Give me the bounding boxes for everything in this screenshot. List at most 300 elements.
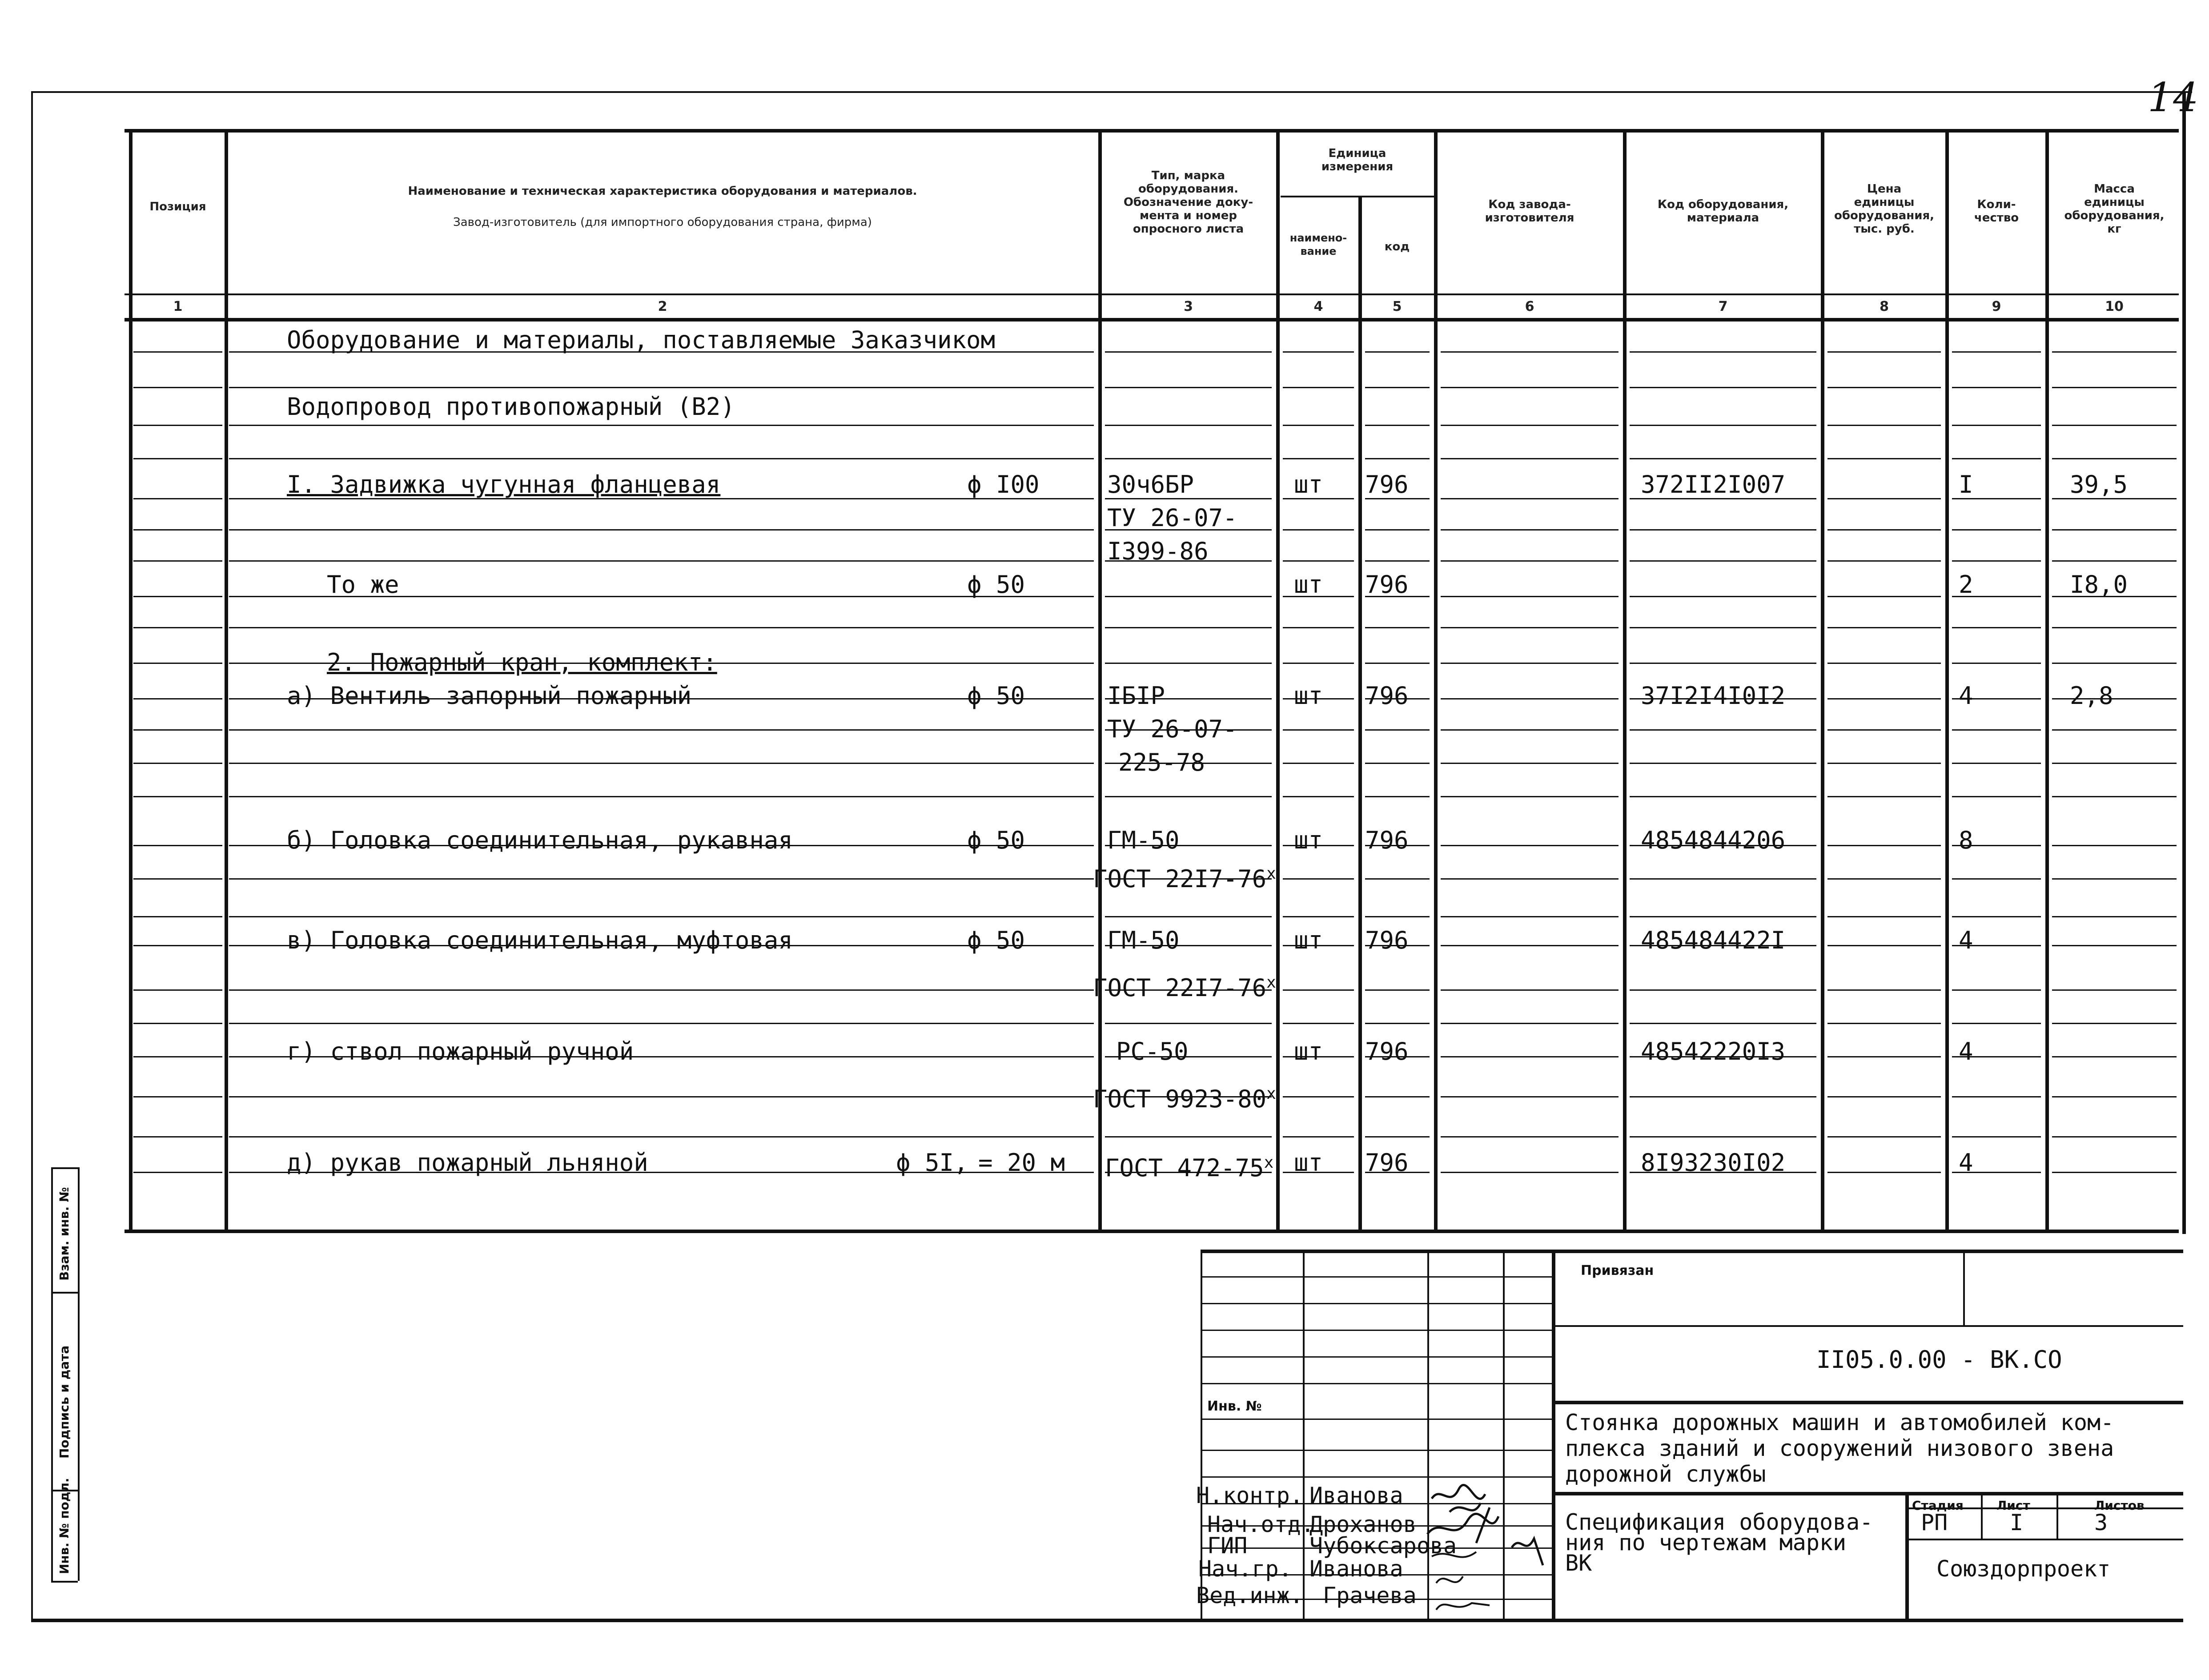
role-ved-inzh: Вед.инж. bbox=[1196, 1583, 1303, 1608]
row-rule bbox=[1441, 916, 1619, 917]
row-rule bbox=[1283, 796, 1354, 797]
row-rule bbox=[1827, 845, 1941, 846]
row-rule bbox=[1283, 916, 1354, 917]
row-rule bbox=[1441, 1172, 1619, 1173]
row-rule bbox=[1283, 1096, 1354, 1097]
row4-diameter: ϕ 50 bbox=[967, 826, 1025, 854]
titleblock-v8 bbox=[2056, 1492, 2058, 1539]
row-rule bbox=[133, 1172, 222, 1173]
row-rule bbox=[2052, 1136, 2177, 1137]
row-rule bbox=[2052, 845, 2177, 846]
row-rule bbox=[229, 560, 1094, 562]
page-number: 14 bbox=[2148, 74, 2199, 121]
row-rule bbox=[1630, 1096, 1816, 1097]
row-rule bbox=[2052, 763, 2177, 764]
name-nach-otd: Дроханов bbox=[1309, 1511, 1417, 1537]
row-rule bbox=[1441, 845, 1619, 846]
row-rule bbox=[2052, 1172, 2177, 1173]
row-rule bbox=[1827, 351, 1941, 353]
row-rule bbox=[1283, 1023, 1354, 1024]
row6-equipment-code: 48542220I3 bbox=[1641, 1037, 1786, 1065]
header-name-line1: Наименование и техническая характеристика оборудования и материалов. bbox=[408, 185, 917, 198]
side-stamp-sep-1 bbox=[51, 1292, 78, 1294]
row-rule bbox=[1365, 387, 1430, 388]
row3-code: 796 bbox=[1365, 682, 1409, 710]
row-rule bbox=[1827, 916, 1941, 917]
frame-left bbox=[31, 91, 33, 1619]
header-position: Позиция bbox=[149, 200, 206, 213]
row-rule bbox=[1105, 425, 1272, 426]
colnum-2: 2 bbox=[658, 299, 667, 314]
row-rule bbox=[1630, 425, 1816, 426]
row-rule bbox=[1827, 729, 1941, 731]
row-rule bbox=[1441, 989, 1619, 991]
row-rule bbox=[1827, 1023, 1941, 1024]
row-rule bbox=[1365, 763, 1430, 764]
row-rule bbox=[1283, 425, 1354, 426]
row-rule bbox=[1441, 763, 1619, 764]
row-rule bbox=[1630, 663, 1816, 664]
row5-equipment-code: 485484422I bbox=[1641, 926, 1786, 954]
row5-code: 796 bbox=[1365, 926, 1409, 954]
row3-type-3: 225-78 bbox=[1118, 748, 1205, 776]
titleblock-v7 bbox=[1981, 1492, 1983, 1539]
row-rule bbox=[1365, 1136, 1430, 1137]
row5-type-1: ГМ-50 bbox=[1107, 926, 1180, 954]
row4-name: б) Головка соединительная, рукавная bbox=[287, 826, 793, 854]
row-rule bbox=[1827, 1136, 1941, 1137]
titleblock-row-rule bbox=[1201, 1303, 1552, 1304]
row-rule bbox=[1441, 458, 1619, 459]
row-rule bbox=[133, 763, 222, 764]
col-line-2 bbox=[1098, 129, 1102, 1230]
row-rule bbox=[1365, 989, 1430, 991]
frame-right bbox=[2182, 91, 2186, 1234]
titleblock-h-e bbox=[1905, 1539, 2183, 1540]
col-line-6 bbox=[1623, 129, 1627, 1230]
row-rule bbox=[1441, 1056, 1619, 1057]
row-rule bbox=[1365, 663, 1430, 664]
row-rule bbox=[1630, 458, 1816, 459]
row-rule bbox=[2052, 729, 2177, 731]
row3-unit: шт bbox=[1294, 682, 1323, 710]
row-rule bbox=[133, 596, 222, 597]
colnum-4: 4 bbox=[1313, 299, 1323, 314]
titleblock-sheet: I bbox=[2010, 1510, 2024, 1535]
row-rule bbox=[2052, 529, 2177, 531]
row-rule bbox=[1952, 560, 2041, 562]
titleblock-sheet-title: Спецификация оборудова- ния по чертежам марки ВК bbox=[1565, 1509, 1873, 1576]
row3-equipment-code: 37I2I4I0I2 bbox=[1641, 682, 1786, 710]
row-rule bbox=[1365, 878, 1430, 880]
row-rule bbox=[1952, 458, 2041, 459]
row-rule bbox=[1827, 387, 1941, 388]
row-rule bbox=[1630, 763, 1816, 764]
titleblock-organization: Союздорпроект bbox=[1936, 1556, 2111, 1582]
colnum-8: 8 bbox=[1880, 299, 1889, 314]
row7-quantity: 4 bbox=[1959, 1149, 1973, 1177]
row-rule bbox=[133, 945, 222, 946]
side-stamp-line-2 bbox=[78, 1167, 80, 1581]
header-type: Тип, марка оборудования. Обозначение доку- мента и номер опросного листа bbox=[1123, 169, 1253, 236]
row-rule bbox=[133, 351, 222, 353]
row-rule bbox=[1827, 425, 1941, 426]
row-rule bbox=[133, 729, 222, 731]
row-rule bbox=[1283, 529, 1354, 531]
row-rule bbox=[1283, 627, 1354, 628]
row-rule bbox=[1630, 1023, 1816, 1024]
row-rule bbox=[133, 989, 222, 991]
row-rule bbox=[1365, 729, 1430, 731]
row-rule bbox=[1630, 1136, 1816, 1137]
row3-mass: 2,8 bbox=[2070, 682, 2113, 710]
row-rule bbox=[1827, 989, 1941, 991]
row-rule bbox=[2052, 989, 2177, 991]
titleblock-h-c bbox=[1552, 1492, 2183, 1495]
row-rule bbox=[229, 627, 1094, 628]
row-rule bbox=[1283, 387, 1354, 388]
row-rule bbox=[1630, 729, 1816, 731]
col-line-5 bbox=[1434, 129, 1438, 1230]
row-rule bbox=[1283, 729, 1354, 731]
header-bottom-line bbox=[125, 318, 2179, 322]
row-rule bbox=[1952, 916, 2041, 917]
titleblock-row-rule bbox=[1201, 1383, 1552, 1384]
col-line-9 bbox=[2045, 129, 2049, 1230]
row-rule bbox=[1441, 498, 1619, 499]
row-rule bbox=[2052, 387, 2177, 388]
titleblock-row-rule bbox=[1201, 1450, 1552, 1451]
row-rule bbox=[1630, 627, 1816, 628]
row4-equipment-code: 4854844206 bbox=[1641, 826, 1786, 854]
row-rule bbox=[229, 387, 1094, 388]
name-n-kontr: Иванова bbox=[1309, 1483, 1403, 1508]
row-rule bbox=[229, 916, 1094, 917]
row-rule bbox=[229, 529, 1094, 531]
titleblock-h-a bbox=[1552, 1325, 2183, 1327]
titleblock-v6 bbox=[1905, 1492, 1909, 1619]
colnum-9: 9 bbox=[1992, 299, 2001, 314]
col-line-7 bbox=[1821, 129, 1824, 1230]
row-rule bbox=[1952, 1023, 2041, 1024]
row1-type-3: I399-86 bbox=[1107, 537, 1209, 565]
row7-name: д) рукав пожарный льняной bbox=[287, 1149, 648, 1177]
row-rule bbox=[1441, 560, 1619, 562]
row1-type-1: 30ч6БР bbox=[1107, 470, 1194, 498]
row-rule bbox=[1827, 1056, 1941, 1057]
row-rule bbox=[1952, 529, 2041, 531]
row-rule bbox=[1827, 796, 1941, 797]
row-rule bbox=[2052, 425, 2177, 426]
header-name-line2: Завод-изготовитель (для импортного оборудования страна, фирма) bbox=[453, 216, 872, 229]
row-rule bbox=[133, 425, 222, 426]
titleblock-h-b bbox=[1552, 1401, 2183, 1404]
titleblock-stage-label: Стадия bbox=[1912, 1498, 1964, 1513]
col-line-4 bbox=[1358, 196, 1362, 1230]
row7-code: 796 bbox=[1365, 1149, 1409, 1177]
row-rule bbox=[1283, 878, 1354, 880]
row6-quantity: 4 bbox=[1959, 1037, 1973, 1065]
row-rule bbox=[133, 796, 222, 797]
row-rule bbox=[1827, 945, 1941, 946]
row-rule bbox=[133, 627, 222, 628]
side-stamp-line-1 bbox=[51, 1167, 53, 1581]
row-rule bbox=[1827, 627, 1941, 628]
header-factory-code: Код завода- изготовителя bbox=[1485, 198, 1574, 225]
row1-quantity: I bbox=[1959, 470, 1973, 498]
row7-diameter: ϕ 5I, bbox=[896, 1149, 968, 1177]
row-rule bbox=[1365, 458, 1430, 459]
row-rule bbox=[1283, 763, 1354, 764]
row-rule bbox=[1827, 663, 1941, 664]
row4-code: 796 bbox=[1365, 826, 1409, 854]
row-rule bbox=[1105, 458, 1272, 459]
row-rule bbox=[1827, 698, 1941, 699]
row-rule bbox=[2052, 351, 2177, 353]
row-rule bbox=[1105, 1136, 1272, 1137]
row-rule bbox=[229, 458, 1094, 459]
row-rule bbox=[1952, 878, 2041, 880]
row-rule bbox=[1630, 916, 1816, 917]
row-rule bbox=[2052, 663, 2177, 664]
row3-diameter: ϕ 50 bbox=[967, 682, 1025, 710]
row-rule bbox=[1827, 1096, 1941, 1097]
section-title-2: Водопровод противопожарный (В2) bbox=[287, 393, 735, 421]
row-rule bbox=[133, 1096, 222, 1097]
row2-mass: I8,0 bbox=[2070, 571, 2128, 599]
row-rule bbox=[1827, 1172, 1941, 1173]
header-equipment-code: Код оборудования, материала bbox=[1657, 198, 1789, 225]
colnum-7: 7 bbox=[1718, 299, 1728, 314]
row2-code: 796 bbox=[1365, 571, 1409, 599]
row3-name: а) Вентиль запорный пожарный bbox=[287, 682, 692, 710]
row-rule bbox=[1365, 529, 1430, 531]
row-rule bbox=[1441, 729, 1619, 731]
titleblock-sheet-label: Лист bbox=[1996, 1498, 2030, 1513]
row-rule bbox=[1441, 627, 1619, 628]
table-top-line bbox=[125, 129, 2179, 133]
titleblock-v1 bbox=[1303, 1250, 1305, 1619]
row-rule bbox=[1630, 387, 1816, 388]
row-rule bbox=[2052, 1023, 2177, 1024]
row-rule bbox=[1827, 596, 1941, 597]
row-rule bbox=[2052, 627, 2177, 628]
row5-quantity: 4 bbox=[1959, 926, 1973, 954]
row4-type-1: ГМ-50 bbox=[1107, 826, 1180, 854]
row-rule bbox=[1283, 989, 1354, 991]
row-rule bbox=[133, 1136, 222, 1137]
row-rule bbox=[1283, 351, 1354, 353]
row-rule bbox=[133, 663, 222, 664]
col-line-8 bbox=[1945, 129, 1949, 1230]
row-rule bbox=[133, 1056, 222, 1057]
titleblock-privyazan: Привязан bbox=[1581, 1263, 1654, 1278]
side-stamp-signature-date: Подпись и дата bbox=[57, 1345, 72, 1459]
name-ved-inzh: Грачева bbox=[1323, 1583, 1417, 1608]
header-unit-name: наимено- вание bbox=[1289, 232, 1347, 257]
row-rule bbox=[1105, 663, 1272, 664]
row7-equipment-code: 8I93230I02 bbox=[1641, 1149, 1786, 1177]
row-rule bbox=[2052, 945, 2177, 946]
row3-type-1: IБIР bbox=[1107, 682, 1165, 710]
row-rule bbox=[1365, 916, 1430, 917]
row-rule bbox=[1441, 878, 1619, 880]
row-rule bbox=[1441, 945, 1619, 946]
role-nach-otd: Нач.отд. bbox=[1207, 1511, 1314, 1537]
side-stamp-bottom bbox=[51, 1581, 78, 1583]
titleblock-v5 bbox=[1963, 1250, 1965, 1325]
col-line-1 bbox=[225, 129, 228, 1230]
colnum-5: 5 bbox=[1392, 299, 1402, 314]
row2-diameter: ϕ 50 bbox=[967, 571, 1025, 599]
row-rule bbox=[1827, 763, 1941, 764]
header-unit-code: код bbox=[1384, 240, 1410, 253]
row6-unit: шт bbox=[1294, 1037, 1323, 1065]
row-rule bbox=[1441, 529, 1619, 531]
row-rule bbox=[2052, 878, 2177, 880]
row-rule bbox=[133, 878, 222, 880]
row5-name: в) Головка соединительная, муфтовая bbox=[287, 926, 793, 954]
role-n-kontr: Н.контр. bbox=[1196, 1483, 1303, 1508]
row-rule bbox=[229, 989, 1094, 991]
row-rule bbox=[1441, 351, 1619, 353]
row-rule bbox=[1952, 425, 2041, 426]
row-rule bbox=[1441, 796, 1619, 797]
frame-top bbox=[31, 91, 2192, 93]
row3-quantity: 4 bbox=[1959, 682, 1973, 710]
signatures bbox=[1423, 1481, 1556, 1619]
row-rule bbox=[1827, 458, 1941, 459]
row-rule bbox=[229, 1023, 1094, 1024]
frame-bottom bbox=[31, 1619, 2183, 1622]
row-rule bbox=[1441, 1096, 1619, 1097]
colnum-3: 3 bbox=[1184, 299, 1193, 314]
row1-name: I. Задвижка чугунная фланцевая bbox=[287, 470, 721, 498]
row-rule bbox=[2052, 916, 2177, 917]
row-rule bbox=[1365, 796, 1430, 797]
row-rule bbox=[1105, 596, 1272, 597]
table-bottom-line bbox=[125, 1230, 2179, 1233]
row-rule bbox=[1441, 387, 1619, 388]
row-rule bbox=[1952, 663, 2041, 664]
row-rule bbox=[133, 458, 222, 459]
row4-unit: шт bbox=[1294, 826, 1323, 854]
row-rule bbox=[1630, 796, 1816, 797]
row-rule bbox=[1952, 351, 2041, 353]
header-unit: Единица измерения bbox=[1321, 147, 1394, 173]
row-rule bbox=[229, 763, 1094, 764]
side-stamp-replace-inv: Взам. инв. № bbox=[57, 1187, 72, 1281]
row1-unit: шт bbox=[1294, 470, 1323, 498]
row-rule bbox=[1441, 1023, 1619, 1024]
role-gip: ГИП bbox=[1207, 1533, 1248, 1559]
colnum-line bbox=[125, 293, 2179, 295]
col-line-3 bbox=[1276, 129, 1280, 1230]
row6-code: 796 bbox=[1365, 1037, 1409, 1065]
row4-quantity: 8 bbox=[1959, 826, 1973, 854]
row-rule bbox=[133, 387, 222, 388]
row7-type-1: ГОСТ $472-75^х$ bbox=[1105, 1153, 1274, 1182]
titleblock-project: Стоянка дорожных машин и автомобилей ком- плекса зданий и сооружений низового звена дорожной службы bbox=[1565, 1410, 2114, 1487]
row5-diameter: ϕ 50 bbox=[967, 926, 1025, 954]
row-rule bbox=[1365, 1096, 1430, 1097]
row-rule bbox=[1105, 916, 1272, 917]
row-rule bbox=[1952, 387, 2041, 388]
row-rule bbox=[229, 1136, 1094, 1137]
colnum-6: 6 bbox=[1525, 299, 1534, 314]
row-rule bbox=[1952, 763, 2041, 764]
row-rule bbox=[1630, 596, 1816, 597]
col-line-0 bbox=[129, 129, 133, 1230]
row-rule bbox=[229, 425, 1094, 426]
titleblock-row-rule bbox=[1201, 1330, 1552, 1331]
row4-type-2: ГОСТ $22I7-76^х$ bbox=[1093, 864, 1276, 893]
row-rule bbox=[1952, 989, 2041, 991]
colnum-10: 10 bbox=[2105, 299, 2124, 314]
titleblock-inv-no: Инв. № bbox=[1207, 1399, 1262, 1414]
row-rule bbox=[1630, 989, 1816, 991]
row2-unit: шт bbox=[1294, 571, 1323, 599]
row-rule bbox=[1441, 425, 1619, 426]
row3-title: 2. Пожарный кран, комплект: bbox=[327, 648, 717, 676]
row-rule bbox=[133, 845, 222, 846]
name-gip: Чубоксарова bbox=[1309, 1533, 1457, 1559]
row-rule bbox=[1827, 529, 1941, 531]
row5-type-2: ГОСТ $22I7-76^х$ bbox=[1093, 973, 1276, 1002]
row-rule bbox=[1952, 627, 2041, 628]
row6-type-2: ГОСТ $9923-80^х$ bbox=[1093, 1085, 1276, 1113]
row7-length: = 20 м bbox=[978, 1149, 1065, 1177]
row-rule bbox=[1283, 560, 1354, 562]
row-rule bbox=[1952, 729, 2041, 731]
row-rule bbox=[1105, 796, 1272, 797]
row-rule bbox=[133, 498, 222, 499]
colnum-1: 1 bbox=[173, 299, 183, 314]
row-rule bbox=[1952, 796, 2041, 797]
row6-name: г) ствол пожарный ручной bbox=[287, 1037, 634, 1065]
section-title-1: Оборудование и материалы, поставляемые Заказчиком bbox=[287, 326, 996, 354]
titleblock-doc-code: II05.0.00 - ВК.СО bbox=[1816, 1346, 2062, 1374]
row-rule bbox=[1365, 560, 1430, 562]
row-rule bbox=[1630, 560, 1816, 562]
row1-diameter: ϕ I00 bbox=[967, 470, 1040, 498]
row-rule bbox=[1827, 498, 1941, 499]
row-rule bbox=[1365, 627, 1430, 628]
row-rule bbox=[1952, 1096, 2041, 1097]
row6-type-1: РС-50 bbox=[1116, 1037, 1189, 1065]
titleblock-row-rule bbox=[1201, 1476, 1552, 1478]
row-rule bbox=[1283, 1136, 1354, 1137]
header-mass: Масса единицы оборудования, кг bbox=[2064, 182, 2165, 236]
header-quantity: Коли- чество bbox=[1974, 198, 2019, 225]
row-rule bbox=[2052, 458, 2177, 459]
row-rule bbox=[133, 916, 222, 917]
row-rule bbox=[1952, 1136, 2041, 1137]
row-rule bbox=[1630, 351, 1816, 353]
role-nach-gr: Нач.гр. bbox=[1198, 1556, 1292, 1582]
row-rule bbox=[133, 698, 222, 699]
row-rule bbox=[1283, 458, 1354, 459]
row-rule bbox=[1630, 878, 1816, 880]
titleblock-sheets: 3 bbox=[2094, 1510, 2108, 1535]
row-rule bbox=[1827, 560, 1941, 562]
name-nach-gr: Иванова bbox=[1309, 1556, 1403, 1582]
row5-unit: шт bbox=[1294, 926, 1323, 954]
row-rule bbox=[1630, 529, 1816, 531]
titleblock-row-rule bbox=[1201, 1276, 1552, 1278]
titleblock-row-rule bbox=[1201, 1356, 1552, 1358]
row-rule bbox=[2052, 560, 2177, 562]
